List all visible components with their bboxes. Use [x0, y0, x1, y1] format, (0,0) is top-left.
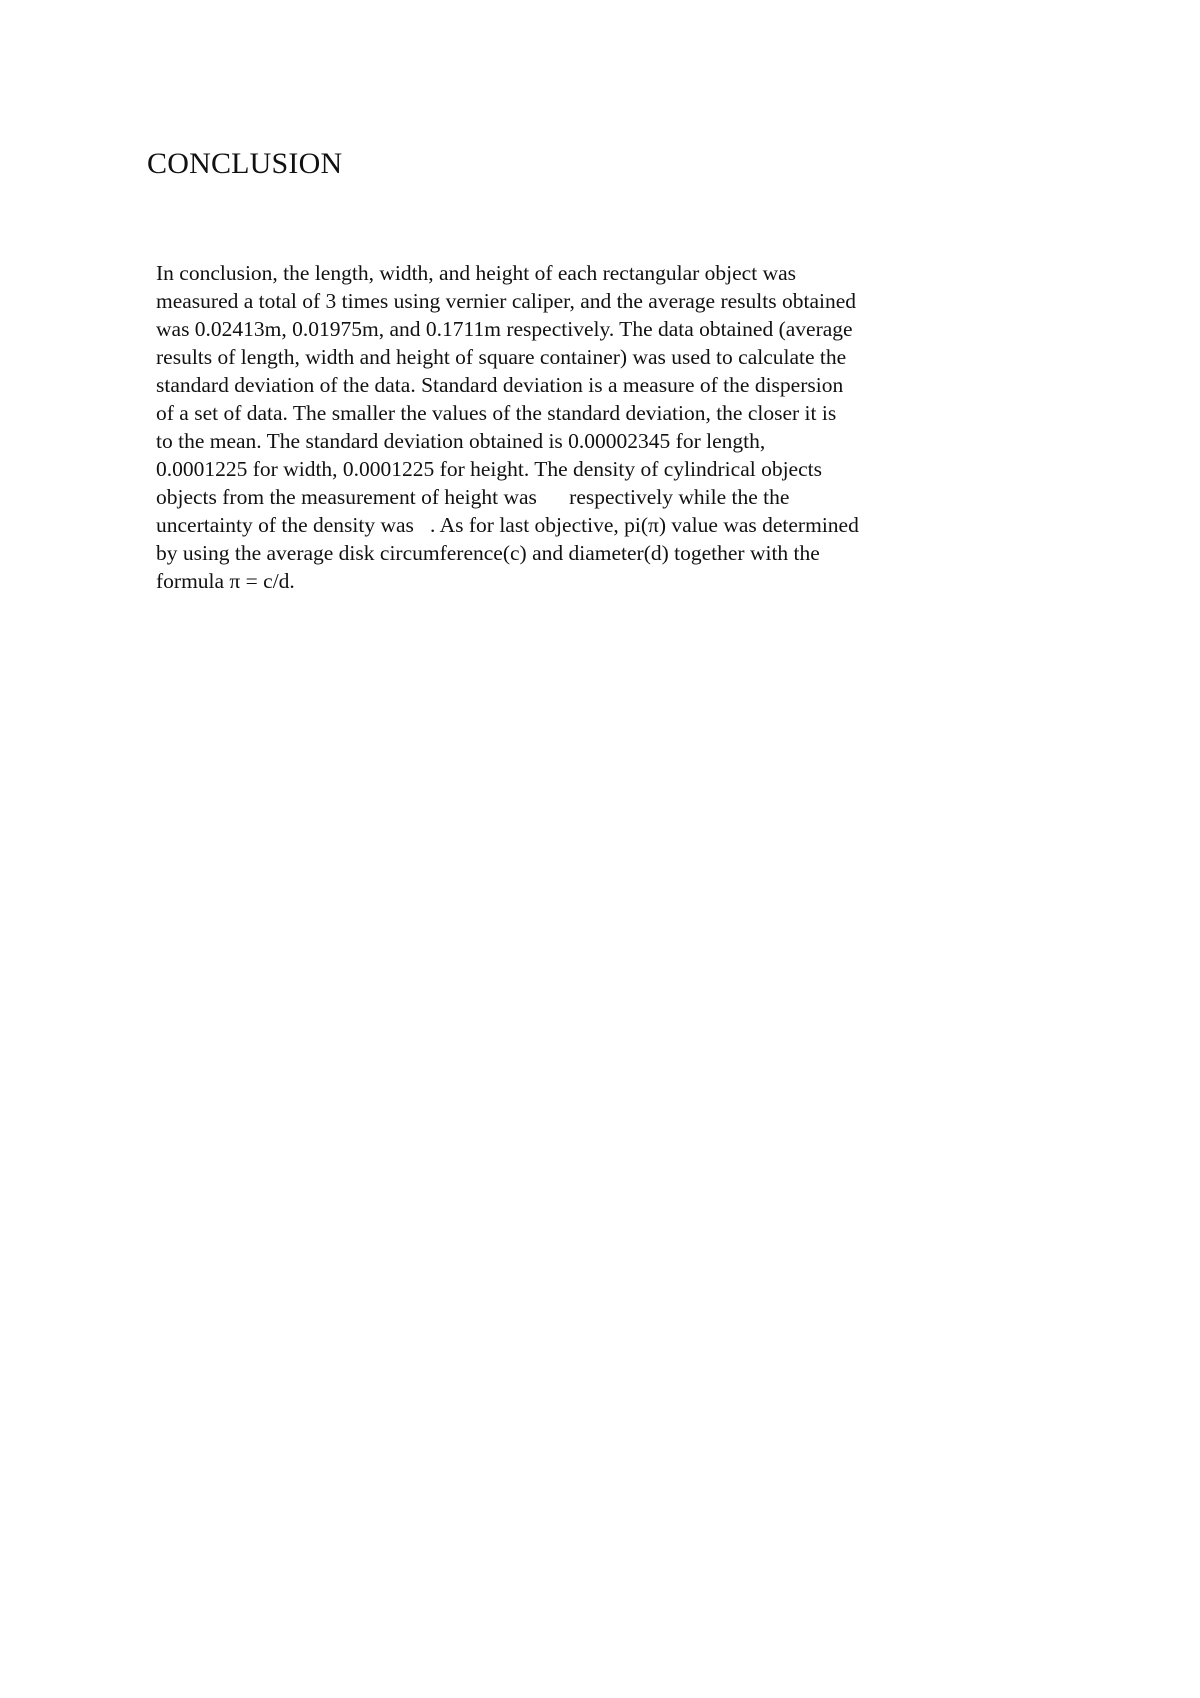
paragraph-line: measured a total of 3 times using vernier caliper, and the average results obtained	[156, 289, 857, 313]
paragraph-line: by using the average disk circumference(c) and diameter(d) together with the	[156, 541, 820, 565]
paragraph-line: of a set of data. The smaller the values of the standard deviation, the closer it is	[156, 401, 837, 425]
paragraph-line: uncertainty of the density was . As for last objective, pi(π) value was determined	[156, 513, 859, 537]
paragraph-line: standard deviation of the data. Standard deviation is a measure of the dispersion	[156, 373, 844, 397]
paragraph-line: formula π = c/d.	[156, 569, 295, 593]
paragraph-line: In conclusion, the length, width, and height of each rectangular object was	[156, 261, 797, 285]
conclusion-paragraph	[156, 259, 976, 595]
paragraph-line: 0.0001225 for width, 0.0001225 for height. The density of cylindrical objects	[156, 457, 822, 481]
section-heading: CONCLUSION	[147, 147, 343, 180]
paragraph-line: to the mean. The standard deviation obtained is 0.00002345 for length,	[156, 429, 766, 453]
paragraph-line: results of length, width and height of square container) was used to calculate the	[156, 345, 847, 369]
paragraph-line: objects from the measurement of height was respectively while the the	[156, 485, 790, 509]
paragraph-line: was 0.02413m, 0.01975m, and 0.1711m respectively. The data obtained (average	[156, 317, 853, 341]
